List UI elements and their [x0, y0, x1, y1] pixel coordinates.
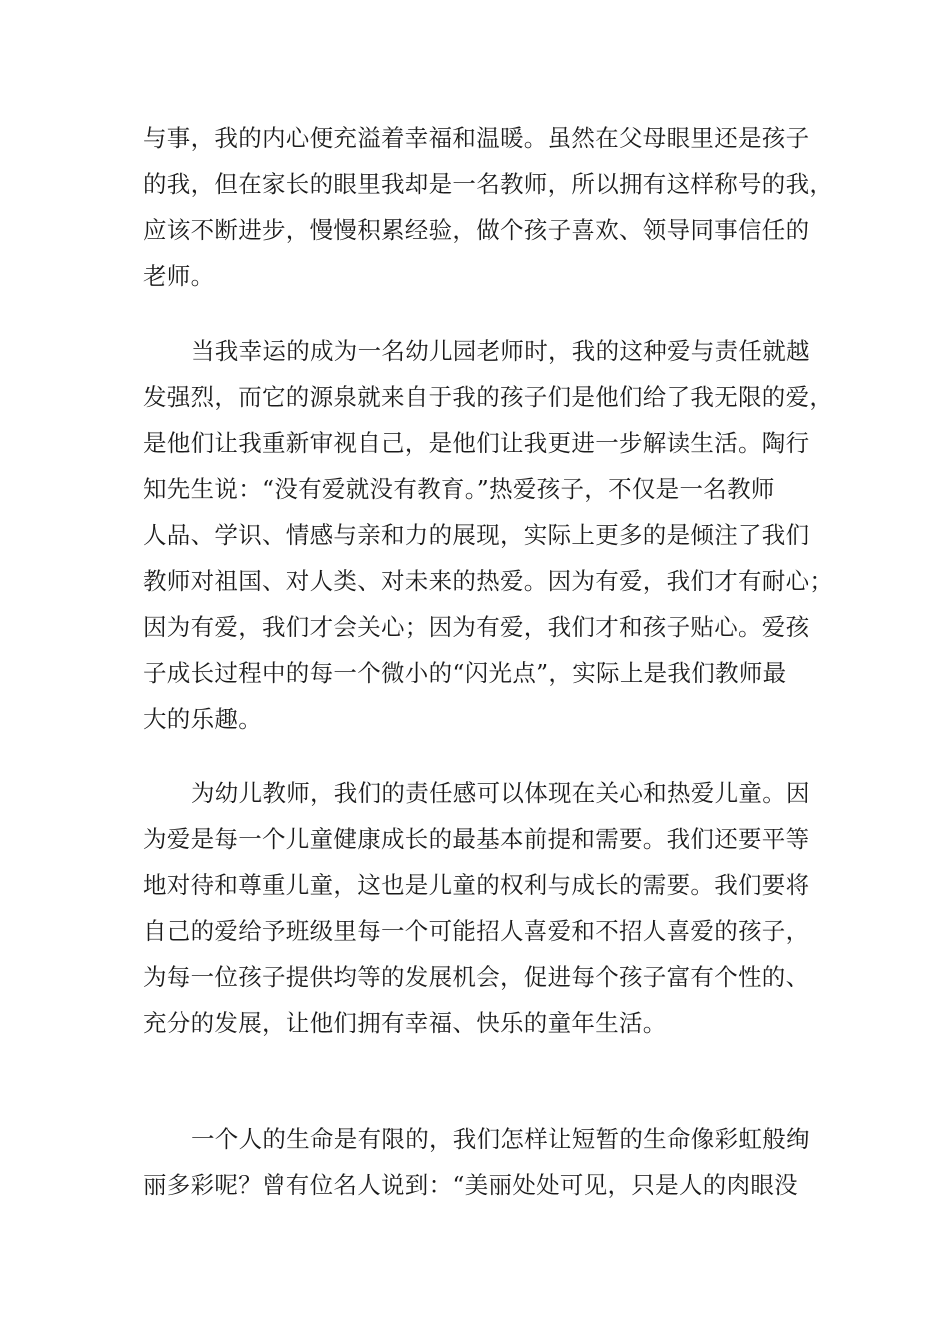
paragraph-line: 知先生说：“没有爱就没有教育。”热爱孩子，不仅是一名教师 [143, 475, 775, 503]
paragraph-1 [143, 115, 834, 299]
paragraph-line: 应该不断进步，慢慢积累经验，做个孩子喜欢、领导同事信任的 [143, 216, 810, 244]
paragraph-line: 自己的爱给予班级里每一个可能招人喜爱和不招人喜爱的孩子， [143, 917, 810, 945]
paragraph-line: 人品、学识、情感与亲和力的展现，实际上更多的是倾注了我们 [143, 521, 810, 549]
paragraph-line: 的我，但在家长的眼里我却是一名教师，所以拥有这样称号的我， [143, 170, 834, 198]
paragraph-line: 为爱是每一个儿童健康成长的最基本前提和需要。我们还要平等 [143, 825, 810, 853]
paragraph-line: 教师对祖国、对人类、对未来的热爱。因为有爱，我们才有耐心； [143, 567, 834, 595]
paragraph-line: 丽多彩呢？曾有位名人说到：“美丽处处可见，只是人的肉眼没 [143, 1171, 798, 1199]
paragraph-line: 为每一位孩子提供均等的发展机会，促进每个孩子富有个性的、 [143, 963, 810, 991]
paragraph-line: 一个人的生命是有限的，我们怎样让短暂的生命像彩虹般绚 [191, 1125, 810, 1153]
paragraph-4 [143, 1116, 813, 1208]
paragraph-line: 地对待和尊重儿童，这也是儿童的权利与成长的需要。我们要将 [143, 871, 810, 899]
paragraph-line: 发强烈，而它的源泉就来自于我的孩子们是他们给了我无限的爱， [143, 383, 834, 411]
paragraph-2 [143, 328, 834, 742]
paragraph-line: 当我幸运的成为一名幼儿园老师时，我的这种爱与责任就越 [191, 337, 810, 365]
paragraph-line: 是他们让我重新审视自己，是他们让我更进一步解读生活。陶行 [143, 429, 810, 457]
paragraph-3 [143, 770, 813, 1046]
paragraph-line: 子成长过程中的每一个微小的“闪光点”，实际上是我们教师最 [143, 659, 787, 687]
paragraph-line: 充分的发展，让他们拥有幸福、快乐的童年生活。 [143, 1009, 667, 1037]
paragraph-line: 为幼儿教师，我们的责任感可以体现在关心和热爱儿童。因 [191, 779, 810, 807]
paragraph-line: 大的乐趣。 [143, 705, 262, 733]
paragraph-line: 老师。 [143, 262, 215, 290]
paragraph-line: 与事，我的内心便充溢着幸福和温暖。虽然在父母眼里还是孩子 [143, 124, 810, 152]
paragraph-line: 因为有爱，我们才会关心；因为有爱，我们才和孩子贴心。爱孩 [143, 613, 810, 641]
